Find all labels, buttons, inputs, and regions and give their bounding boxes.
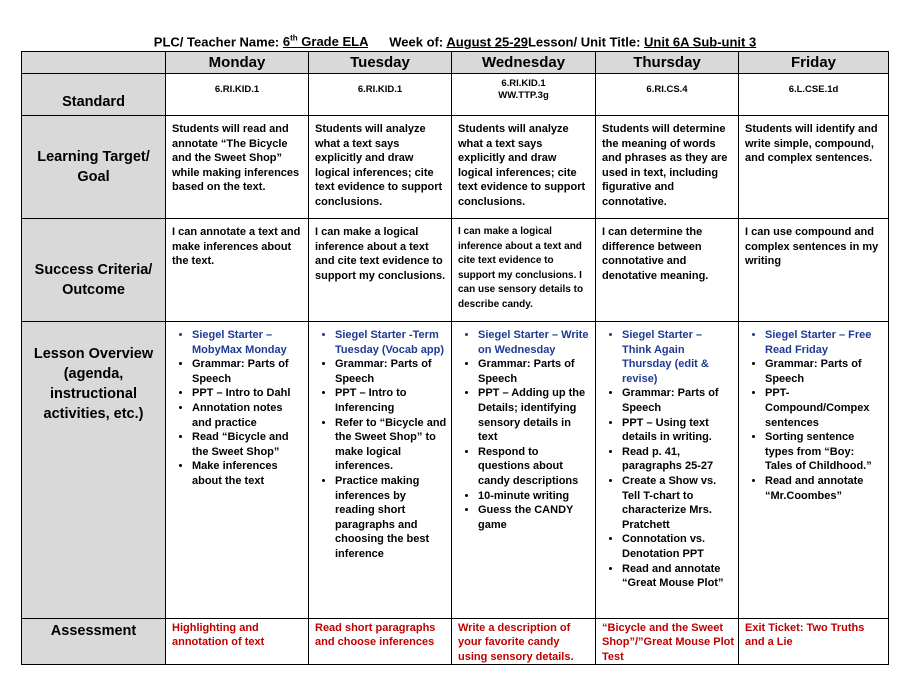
list-item: • PPT- Compound/Compex sentences — [765, 386, 884, 430]
list-item: • Siegel Starter – Free Read Friday — [765, 328, 884, 357]
list-item: • Sorting sentence types from “Boy: Tales of Childhood.” — [765, 430, 884, 474]
success-monday: I can annotate a text and make inferences about the text. — [166, 219, 309, 322]
list-item: • Siegel Starter – Write on Wednesday — [478, 328, 591, 357]
day-tuesday: Tuesday — [309, 52, 452, 74]
list-item: • PPT – Intro to Inferencing — [335, 386, 447, 415]
list-item: • PPT – Adding up the Details; identifying sensory details in text — [478, 386, 591, 444]
standard-monday: 6.RI.KID.1 — [166, 74, 309, 116]
day-thursday: Thursday — [596, 52, 739, 74]
assessment-monday: Highlighting and annotation of text — [166, 619, 309, 665]
success-friday: I can use compound and complex sentences in my writing — [739, 219, 889, 322]
row-label-success: Success Criteria/ Outcome — [22, 219, 166, 322]
assessment-tuesday: Read short paragraphs and choose inferences — [309, 619, 452, 665]
week-value: August 25-29 — [446, 34, 528, 50]
standard-friday: 6.L.CSE.1d — [739, 74, 889, 116]
list-item: • Read and annotate “Mr.Coombes” — [765, 474, 884, 503]
row-label-standard: Standard — [22, 74, 166, 116]
day-wednesday: Wednesday — [452, 52, 596, 74]
list-item: • Annotation notes and practice — [192, 401, 304, 430]
list-item: • Guess the CANDY game — [478, 503, 591, 532]
list-item: • Connotation vs. Denotation PPT — [622, 532, 734, 561]
overview-monday — [166, 322, 309, 619]
list-item: • Siegel Starter – Think Again Thursday (edit & revise) — [622, 328, 734, 386]
list-item: • Siegel Starter – MobyMax Monday — [192, 328, 304, 357]
overview-wednesday — [452, 322, 596, 619]
day-monday: Monday — [166, 52, 309, 74]
row-label-target: Learning Target/ Goal — [22, 116, 166, 219]
week-label: Week of: — [389, 34, 444, 50]
overview-tuesday — [309, 322, 452, 619]
list-item: • PPT – Using text details in writing. — [622, 416, 734, 445]
target-friday: Students will identify and write simple, compound, and complex sentences. — [739, 116, 889, 219]
list-item: • Siegel Starter -Term Tuesday (Vocab app) — [335, 328, 447, 357]
unit-label: Lesson/ Unit Title: — [527, 34, 641, 50]
standard-wednesday: 6.RI.KID.1 WW.TTP.3g — [452, 74, 596, 116]
plan-header — [0, 34, 910, 49]
target-wednesday: Students will analyze what a text says explicitly and draw logical inferences; cite text evidence to support conclusions. — [452, 116, 596, 219]
success-thursday: I can determine the difference between connotative and denotative meaning. — [596, 219, 739, 322]
success-wednesday: I can make a logical inference about a text and cite text evidence to support my conclusions. I can use sensory details to describe candy. — [452, 219, 596, 322]
list-item: • Grammar: Parts of Speech — [478, 357, 591, 386]
list-item: • PPT – Intro to Dahl — [192, 386, 304, 401]
assessment-wednesday: Write a description of your favorite candy using sensory details. — [452, 619, 596, 665]
teacher-label: PLC/ Teacher Name: — [153, 34, 280, 50]
list-item: • 10-minute writing — [478, 489, 591, 504]
corner-cell — [22, 52, 166, 74]
list-item: • Practice making inferences by reading short paragraphs and choosing the best inference — [335, 474, 447, 562]
assessment-thursday: “Bicycle and the Sweet Shop”/”Great Mouse Plot Test — [596, 619, 739, 665]
row-label-assessment: Assessment — [22, 619, 166, 665]
lesson-plan-table — [21, 51, 889, 665]
list-item: • Read p. 41, paragraphs 25-27 — [622, 445, 734, 474]
standard-thursday: 6.RI.CS.4 — [596, 74, 739, 116]
overview-thursday — [596, 322, 739, 619]
standard-tuesday: 6.RI.KID.1 — [309, 74, 452, 116]
list-item: • Read “Bicycle and the Sweet Shop” — [192, 430, 304, 459]
target-thursday: Students will determine the meaning of words and phrases as they are used in text, including figurative and connotative. — [596, 116, 739, 219]
list-item: • Read and annotate “Great Mouse Plot” — [622, 562, 734, 591]
list-item: • Make inferences about the text — [192, 459, 304, 488]
list-item: • Grammar: Parts of Speech — [192, 357, 304, 386]
target-tuesday: Students will analyze what a text says explicitly and draw logical inferences; cite text evidence to support conclusions. — [309, 116, 452, 219]
teacher-value: 6th Grade ELA — [282, 34, 368, 50]
overview-friday — [739, 322, 889, 619]
assessment-friday: Exit Ticket: Two Truths and a Lie — [739, 619, 889, 665]
list-item: • Grammar: Parts of Speech — [622, 386, 734, 415]
list-item: • Grammar: Parts of Speech — [335, 357, 447, 386]
success-tuesday: I can make a logical inference about a text and cite text evidence to support my conclusions. — [309, 219, 452, 322]
day-friday: Friday — [739, 52, 889, 74]
row-label-overview: Lesson Overview (agenda, instructional activities, etc.) — [22, 322, 166, 619]
list-item: • Refer to “Bicycle and the Sweet Shop” to make logical inferences. — [335, 416, 447, 474]
list-item: • Grammar: Parts of Speech — [765, 357, 884, 386]
target-monday: Students will read and annotate “The Bicycle and the Sweet Shop” while making inferences based on the text. — [166, 116, 309, 219]
unit-value: Unit 6A Sub-unit 3 — [644, 34, 757, 50]
list-item: • Create a Show vs. Tell T-chart to characterize Mrs. Pratchett — [622, 474, 734, 532]
list-item: • Respond to questions about candy descriptions — [478, 445, 591, 489]
